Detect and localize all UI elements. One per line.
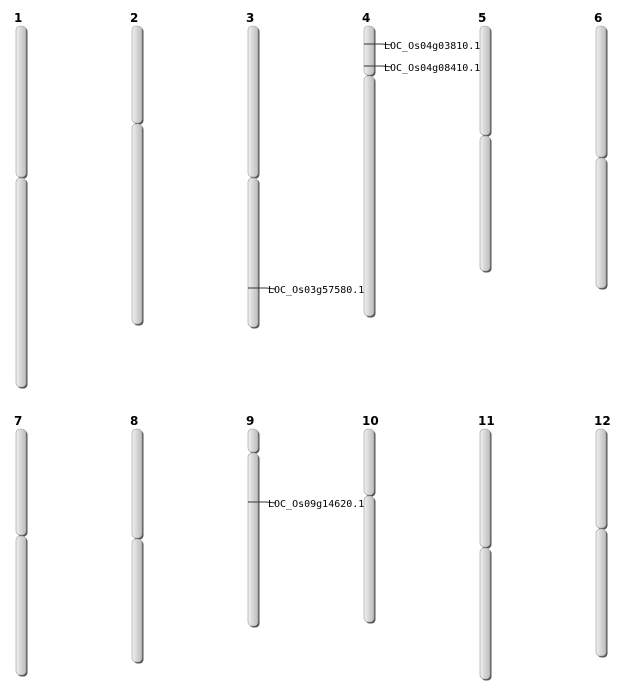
chromosome-long-arm — [480, 136, 490, 271]
chromosome-long-arm — [132, 539, 142, 662]
chromosome-short-arm — [132, 26, 142, 123]
chromosome-4 — [362, 11, 376, 318]
chromosome-long-arm — [596, 529, 606, 656]
chromosome-long-arm — [16, 536, 26, 675]
chromosome-1 — [14, 11, 28, 389]
chromosome-label: 12 — [594, 414, 611, 428]
chromosome-short-arm — [596, 429, 606, 528]
gene-marker — [248, 285, 364, 296]
chromosome-label: 3 — [246, 11, 255, 25]
chromosome-long-arm — [16, 178, 26, 387]
chromosome-2 — [130, 11, 144, 326]
chromosome-short-arm — [480, 429, 490, 547]
chromosome-short-arm — [596, 26, 606, 157]
chromosome-short-arm — [248, 429, 258, 452]
chromosome-long-arm — [364, 76, 374, 316]
chromosome-3 — [246, 11, 260, 329]
chromosome-8 — [130, 414, 144, 664]
chromosome-label: 4 — [362, 11, 371, 25]
chromosome-short-arm — [364, 429, 374, 495]
gene-marker — [364, 41, 480, 52]
chromosome-6 — [594, 11, 608, 290]
chromosome-11 — [478, 414, 495, 681]
chromosome-9 — [246, 414, 260, 628]
chromosome-label: 11 — [478, 414, 495, 428]
chromosome-long-arm — [132, 124, 142, 324]
chromosome-label: 8 — [130, 414, 139, 428]
chromosome-label: 10 — [362, 414, 379, 428]
gene-label: LOC_Os04g03810.1 — [384, 41, 481, 52]
chromosome-7 — [14, 414, 28, 677]
chromosome-10 — [362, 414, 379, 624]
chromosome-short-arm — [364, 26, 374, 75]
chromosome-label: 5 — [478, 11, 487, 25]
chromosome-label: 7 — [14, 414, 23, 428]
chromosome-label: 1 — [14, 11, 23, 25]
chromosome-short-arm — [480, 26, 490, 135]
chromosome-label: 9 — [246, 414, 255, 428]
chromosome-long-arm — [364, 496, 374, 622]
chromosome-label: 6 — [594, 11, 603, 25]
chromosome-long-arm — [480, 548, 490, 679]
gene-marker — [364, 63, 480, 74]
chromosome-label: 2 — [130, 11, 139, 25]
chromosome-short-arm — [248, 26, 258, 177]
gene-label: LOC_Os04g08410.1 — [384, 63, 481, 74]
chromosome-long-arm — [248, 453, 258, 626]
gene-label: LOC_Os09g14620.1 — [268, 499, 365, 510]
chromosome-short-arm — [132, 429, 142, 538]
chromosome-long-arm — [596, 158, 606, 288]
chromosome-12 — [594, 414, 611, 658]
chromosome-long-arm — [248, 178, 258, 327]
chromosome-short-arm — [16, 26, 26, 177]
chromosome-short-arm — [16, 429, 26, 535]
gene-label: LOC_Os03g57580.1 — [268, 285, 365, 296]
gene-marker — [248, 499, 364, 510]
